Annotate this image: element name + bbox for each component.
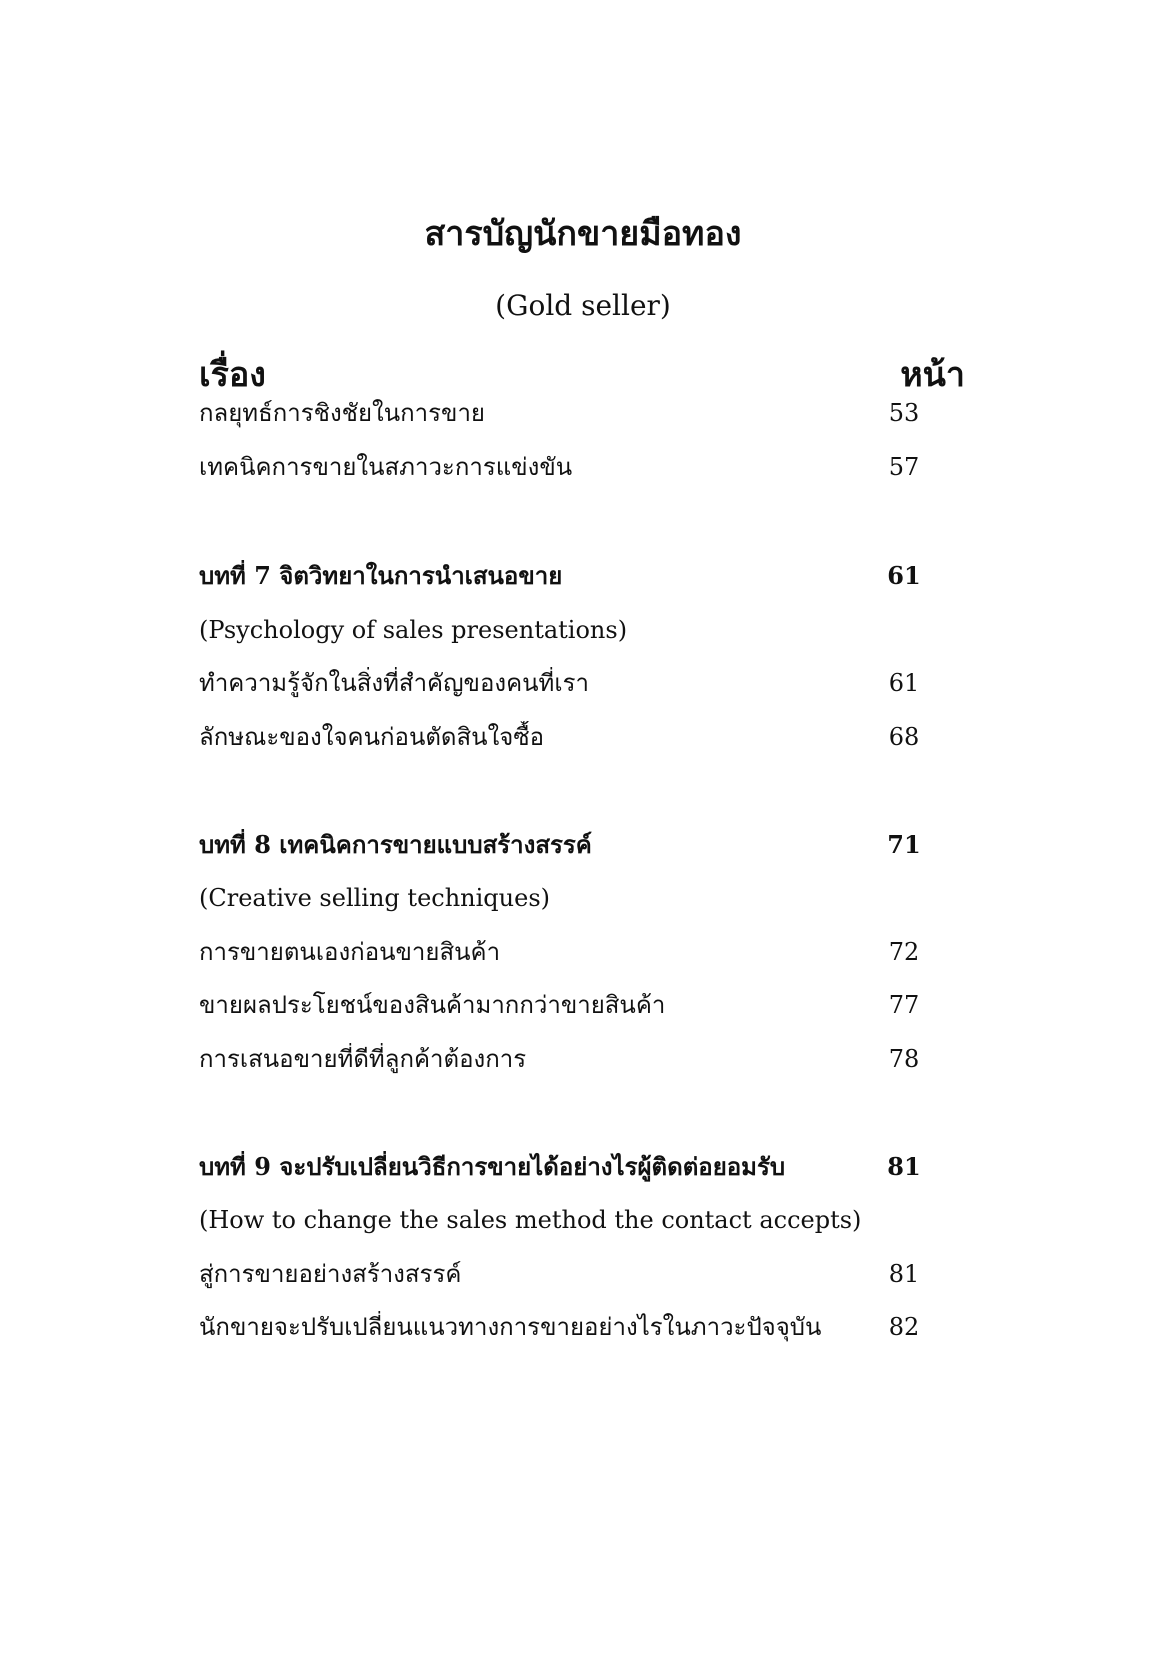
toc-chapter-page: 81 — [887, 1152, 921, 1181]
toc-chapter-page: 61 — [887, 561, 921, 590]
toc-entry-label: (Creative selling techniques) — [199, 884, 550, 912]
toc-chapter-label: บทที่ 8 เทคนิคการขายแบบสร้างสรรค์ — [199, 830, 592, 859]
toc-entry-label: การเสนอขายที่ดีที่ลูกค้าต้องการ — [199, 1045, 527, 1073]
toc-entry-label: กลยุทธ์การชิงชัยในการขาย — [199, 399, 485, 427]
toc-entry-page: 82 — [888, 1313, 920, 1341]
toc-entry — [199, 1039, 939, 1079]
toc-entry-label: ทำความรู้จักในสิ่งที่สำคัญของคนที่เรา — [199, 669, 589, 697]
toc-entry-page: 72 — [888, 938, 920, 966]
toc-entry-page: 81 — [888, 1260, 920, 1288]
toc-entry — [199, 447, 939, 487]
toc-entry — [199, 985, 939, 1025]
toc-entry — [199, 717, 939, 757]
toc-entry-label: เทคนิคการขายในสภาวะการแข่งขัน — [199, 453, 573, 481]
toc-chapter-english-title — [199, 610, 939, 650]
toc-entry-page: 57 — [888, 453, 920, 481]
toc-entry-page: 53 — [888, 399, 920, 427]
toc-entry-label: ลักษณะของใจคนก่อนตัดสินใจซื้อ — [199, 723, 545, 751]
toc-entry-label: สู่การขายอย่างสร้างสรรค์ — [199, 1260, 462, 1288]
toc-entry-label: การขายตนเองก่อนขายสินค้า — [199, 938, 501, 966]
toc-chapter-english-title — [199, 1200, 939, 1240]
toc-entry-page: 78 — [888, 1045, 920, 1073]
toc-entry-label: นักขายจะปรับเปลี่ยนแนวทางการขายอย่างไรในภาวะปัจจุบัน — [199, 1313, 822, 1341]
toc-chapter-page: 71 — [887, 830, 921, 859]
toc-entry-page: 77 — [888, 991, 920, 1019]
toc-entry-page: 68 — [888, 723, 920, 751]
toc-chapter-label: บทที่ 9 จะปรับเปลี่ยนวิธีการขายได้อย่างไรผู้ติดต่อยอมรับ — [199, 1152, 786, 1181]
toc-chapter-label: บทที่ 7 จิตวิทยาในการนำเสนอขาย — [199, 561, 563, 590]
toc-entry-label: (Psychology of sales presentations) — [199, 616, 628, 644]
toc-chapter-8 — [199, 825, 939, 865]
toc-entry — [199, 1254, 939, 1294]
toc-entry — [199, 1307, 939, 1347]
toc-entry-label: ขายผลประโยชน์ของสินค้ามากกว่าขายสินค้า — [199, 991, 666, 1019]
toc-entry-label: (How to change the sales method the contact accepts) — [199, 1206, 862, 1234]
topic-column-header: เรื่อง — [199, 355, 266, 395]
toc-chapter-english-title — [199, 878, 939, 918]
toc-chapter-7 — [199, 556, 939, 596]
toc-entry — [199, 932, 939, 972]
toc-chapter-9 — [199, 1147, 939, 1187]
page-subtitle: (Gold seller) — [495, 289, 671, 322]
toc-entry-page: 61 — [888, 669, 920, 697]
toc-entry — [199, 663, 939, 703]
page-column-header: หน้า — [900, 355, 965, 395]
toc-entry — [199, 393, 939, 433]
page-title: สารบัญนักขายมือทอง — [424, 214, 742, 254]
